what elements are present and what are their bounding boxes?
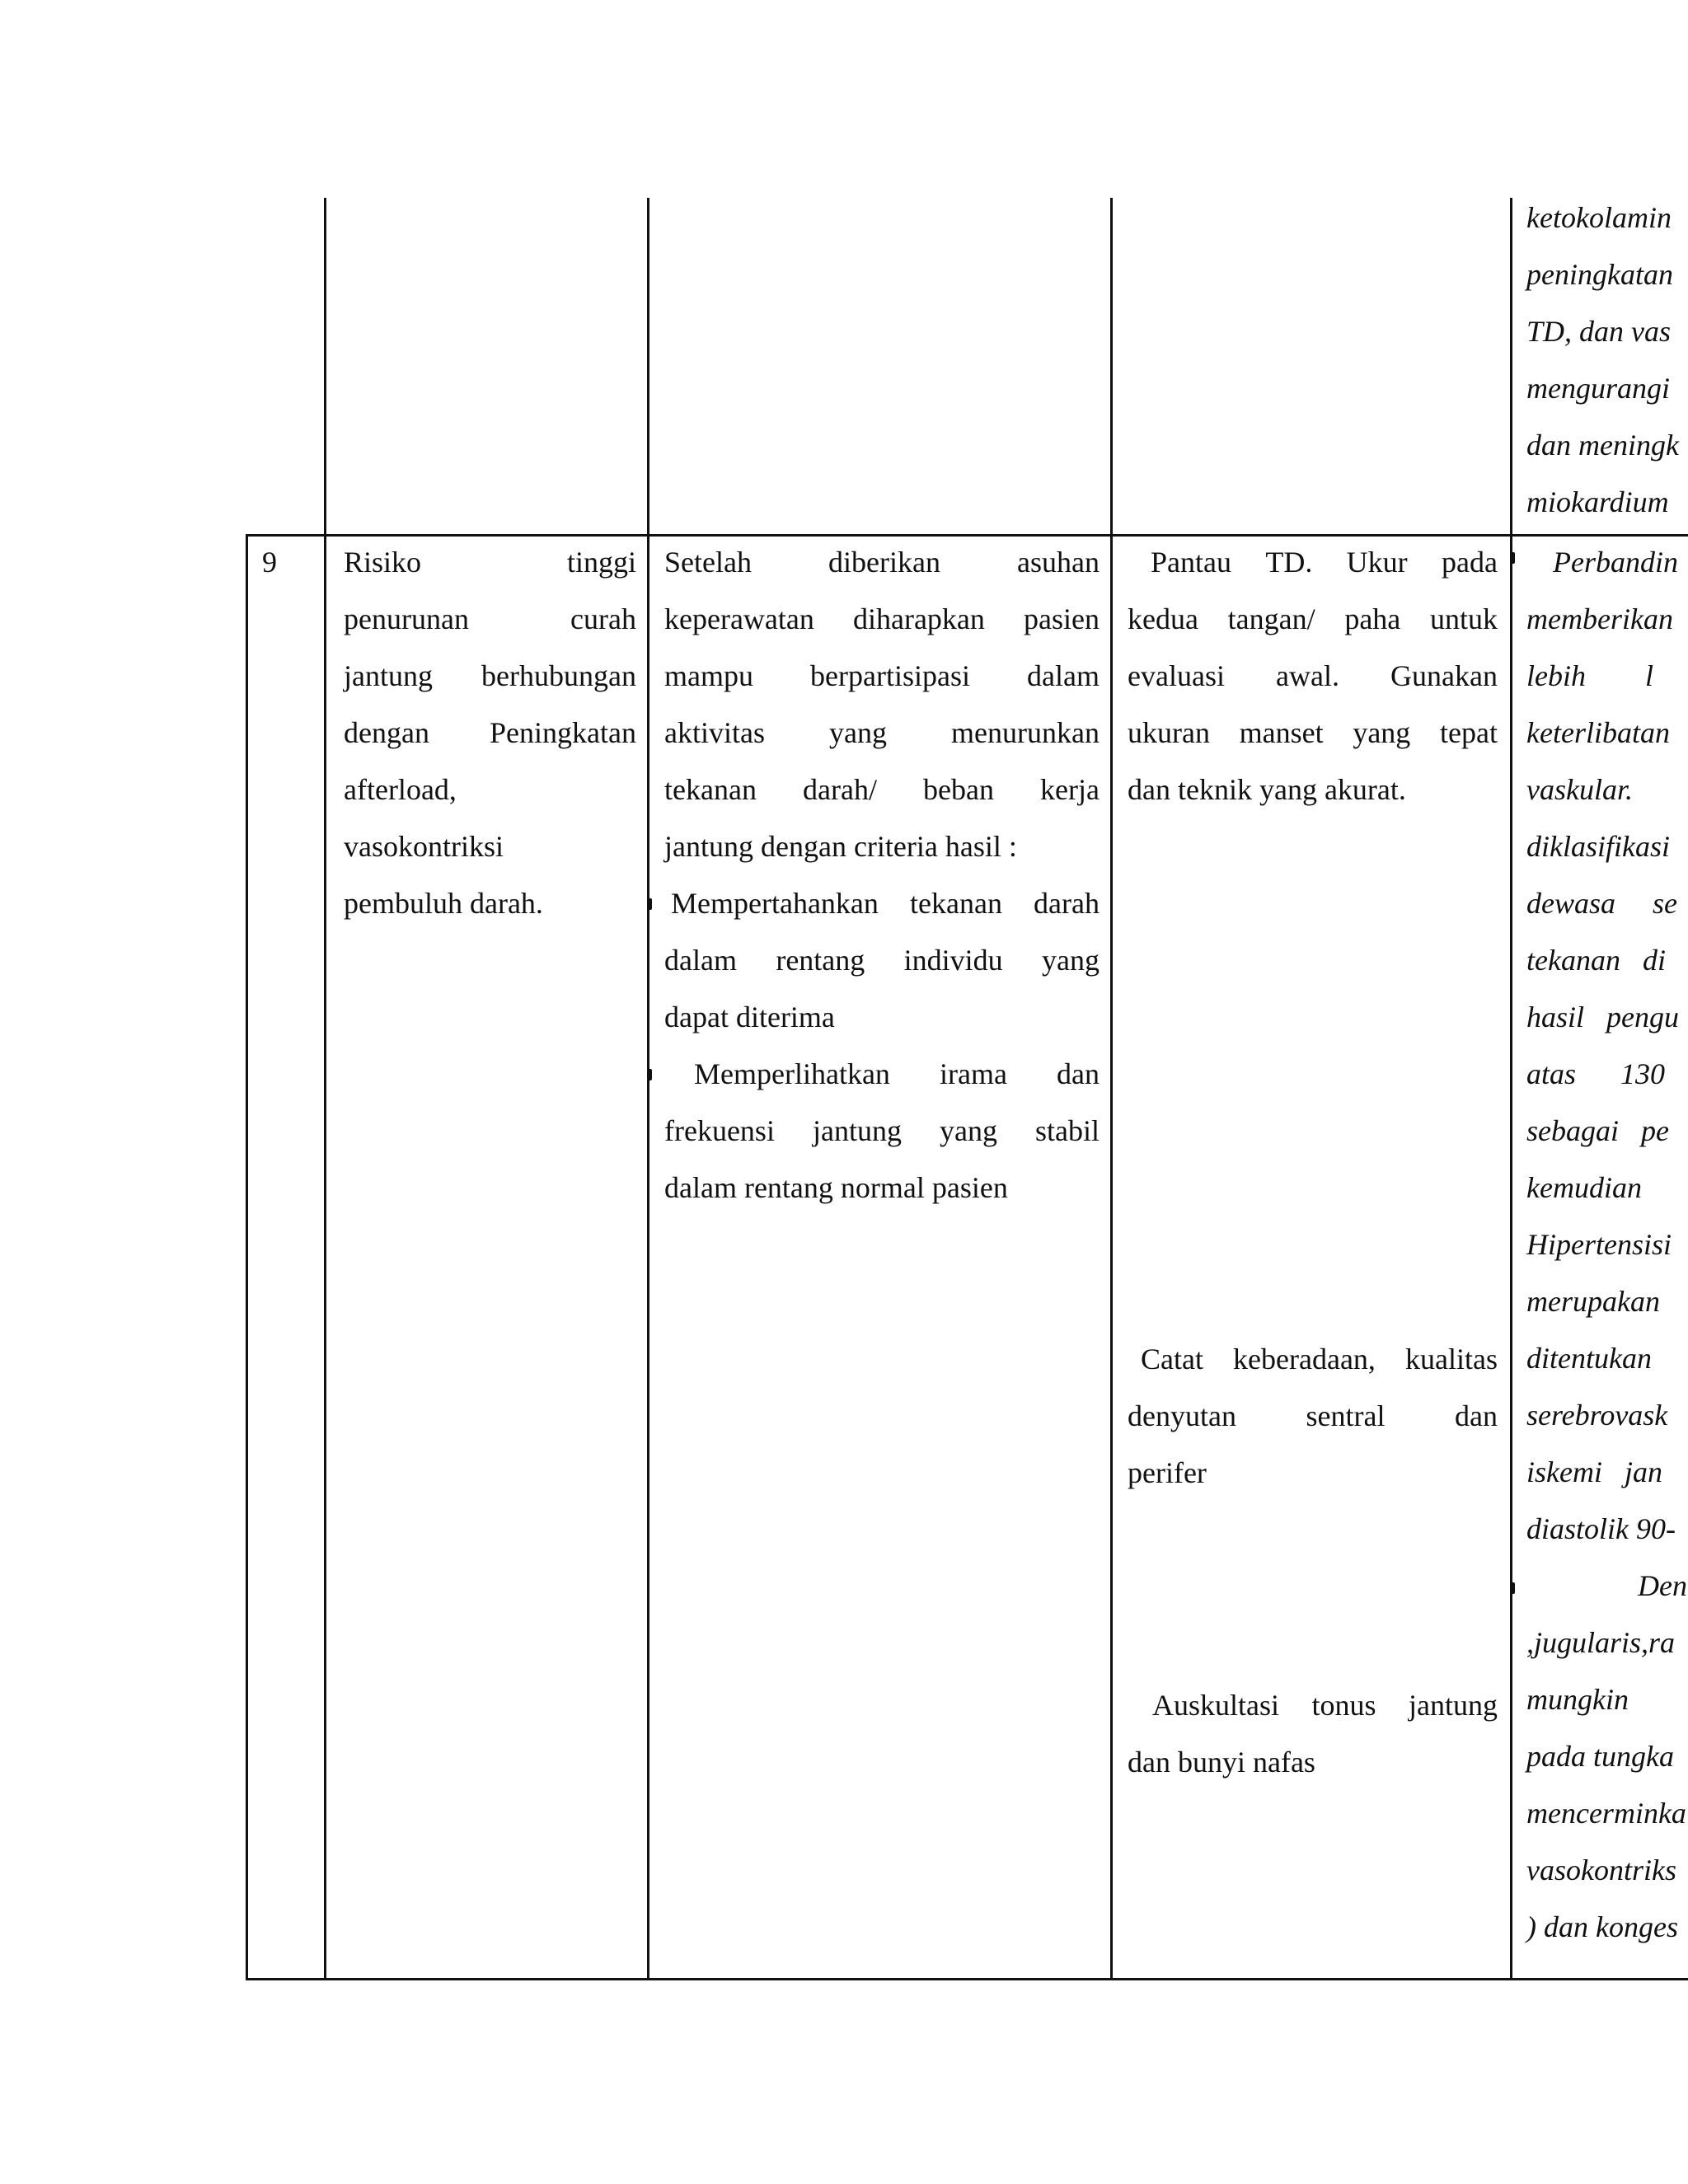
text-line bbox=[664, 762, 1100, 818]
word: keberadaan, bbox=[1233, 1343, 1376, 1376]
word: irama bbox=[939, 1057, 1007, 1090]
word: manset bbox=[1239, 716, 1324, 749]
word: diberikan bbox=[828, 546, 940, 579]
word: Ukur bbox=[1346, 546, 1408, 579]
top-row-rationale bbox=[1526, 190, 1688, 531]
text-line: ditentukan bbox=[1526, 1342, 1652, 1375]
word: Auskultasi bbox=[1152, 1689, 1280, 1722]
text-line bbox=[1128, 1677, 1498, 1734]
text-line bbox=[664, 1160, 1100, 1216]
text-line bbox=[664, 818, 1100, 875]
row-number bbox=[262, 534, 312, 591]
text-line bbox=[1128, 1388, 1498, 1445]
word: Mempertahankan bbox=[671, 887, 879, 920]
intervention-block-2 bbox=[1128, 1331, 1498, 1502]
text-line: Perbandin bbox=[1553, 546, 1678, 579]
text-line bbox=[344, 648, 636, 705]
word: tangan/ bbox=[1227, 602, 1315, 635]
text-line: diklasifikasi bbox=[1526, 830, 1670, 863]
word: Gunakan bbox=[1390, 659, 1498, 692]
text-line bbox=[1128, 591, 1498, 648]
word: berhubungan bbox=[481, 659, 636, 692]
word: keperawatan bbox=[664, 602, 814, 635]
word: evaluasi bbox=[1128, 659, 1225, 692]
text-line: memberikan bbox=[1526, 602, 1673, 635]
col-divider-1 bbox=[324, 198, 326, 1980]
text-line: ,jugularis,ra bbox=[1526, 1626, 1676, 1659]
word: kerja bbox=[1040, 773, 1100, 806]
text-line: vaskular. bbox=[1526, 773, 1633, 806]
bullet-icon bbox=[647, 898, 652, 910]
text-line bbox=[664, 534, 1100, 591]
col-divider-3 bbox=[1110, 198, 1113, 1980]
text-line bbox=[664, 1103, 1100, 1160]
text-line bbox=[664, 989, 1100, 1046]
row-number-text: 9 bbox=[262, 546, 277, 579]
word: Catat bbox=[1141, 1343, 1203, 1376]
intervention-block-3 bbox=[1128, 1677, 1498, 1791]
word: kualitas bbox=[1405, 1343, 1498, 1376]
text-line: pada tungka bbox=[1526, 1740, 1674, 1773]
text-line: merupakan bbox=[1526, 1285, 1660, 1318]
text-line bbox=[344, 762, 636, 818]
word: Setelah bbox=[664, 546, 752, 579]
word: dalam bbox=[664, 944, 737, 977]
text-line: peningkatan bbox=[1526, 258, 1673, 291]
word: stabil bbox=[1034, 1114, 1100, 1147]
word: jantung bbox=[344, 659, 433, 692]
word: tonus bbox=[1311, 1689, 1376, 1722]
word: dapat diterima bbox=[664, 1001, 835, 1033]
text-line bbox=[664, 932, 1100, 989]
word: untuk bbox=[1429, 602, 1498, 635]
col-divider-2 bbox=[647, 198, 649, 1980]
text-line bbox=[664, 591, 1100, 648]
word: tepat bbox=[1440, 716, 1498, 749]
text-line: mengurangi bbox=[1526, 372, 1670, 405]
word: tekanan bbox=[910, 887, 1002, 920]
text-line: serebrovask bbox=[1526, 1399, 1668, 1432]
text-line: mungkin bbox=[1526, 1683, 1629, 1716]
word: dan bunyi nafas bbox=[1128, 1746, 1315, 1779]
bullet-icon bbox=[647, 1069, 652, 1080]
word: TD. bbox=[1265, 546, 1313, 579]
word: dan bbox=[1057, 1057, 1100, 1090]
diagnosis-cell bbox=[344, 534, 636, 932]
text-line bbox=[1128, 1331, 1498, 1388]
text-line: miokardium bbox=[1526, 485, 1669, 518]
text-line: ) dan konges bbox=[1526, 1910, 1678, 1943]
word: Pantau bbox=[1151, 546, 1231, 579]
text-line bbox=[664, 1046, 1100, 1103]
word: tinggi bbox=[566, 546, 636, 579]
word: kedua bbox=[1128, 602, 1198, 635]
col-divider-4 bbox=[1510, 198, 1512, 1980]
word: diharapkan bbox=[852, 602, 985, 635]
word: jantung dengan criteria hasil : bbox=[664, 830, 1017, 863]
text-line: TD, dan vas bbox=[1526, 315, 1672, 348]
text-line bbox=[344, 534, 636, 591]
word: beban bbox=[923, 773, 994, 806]
text-line: keterlibatan bbox=[1526, 716, 1670, 749]
word: paha bbox=[1344, 602, 1401, 635]
word: ukuran bbox=[1128, 716, 1210, 749]
word: pada bbox=[1442, 546, 1498, 579]
text-line: dewasa se bbox=[1526, 887, 1677, 920]
text-line: tekanan di bbox=[1526, 944, 1666, 977]
rationale-cell bbox=[1526, 534, 1688, 1956]
word: vasokontriksi bbox=[344, 830, 504, 863]
word: frekuensi bbox=[664, 1114, 775, 1147]
text-line bbox=[1128, 1445, 1498, 1502]
word: perifer bbox=[1128, 1456, 1207, 1489]
word: yang bbox=[1042, 944, 1100, 977]
word: dalam rentang normal pasien bbox=[664, 1171, 1008, 1204]
word: yang bbox=[939, 1114, 997, 1147]
text-line bbox=[344, 591, 636, 648]
table-border-bottom bbox=[246, 1978, 1688, 1980]
word: darah bbox=[1034, 887, 1100, 920]
word: aktivitas bbox=[664, 716, 765, 749]
word: penurunan bbox=[344, 602, 469, 635]
word: dan bbox=[1455, 1399, 1498, 1432]
word: individu bbox=[903, 944, 1003, 977]
text-line: vasokontriks bbox=[1526, 1854, 1676, 1886]
word: Risiko bbox=[344, 546, 422, 579]
outcome-cell bbox=[664, 534, 1100, 1216]
word: tekanan bbox=[664, 773, 757, 806]
text-line: mencerminka bbox=[1526, 1797, 1686, 1830]
text-line: diastolik 90- bbox=[1526, 1512, 1676, 1545]
word: yang bbox=[1353, 716, 1411, 749]
word: rentang bbox=[776, 944, 865, 977]
word: menurunkan bbox=[951, 716, 1100, 749]
word: awal. bbox=[1276, 659, 1339, 692]
word: Memperlihatkan bbox=[694, 1057, 890, 1090]
text-line: sebagai pe bbox=[1526, 1114, 1669, 1147]
text-line bbox=[1128, 1734, 1498, 1791]
bullet-icon bbox=[1510, 1582, 1515, 1594]
word: Peningkatan bbox=[490, 716, 636, 749]
text-line: atas 130 bbox=[1526, 1057, 1666, 1090]
text-line: ketokolamin bbox=[1526, 201, 1672, 234]
text-line bbox=[1128, 705, 1498, 762]
text-line: Den bbox=[1638, 1569, 1687, 1602]
word: afterload, bbox=[344, 773, 457, 806]
text-line bbox=[1128, 648, 1498, 705]
text-line: dan meningk bbox=[1526, 429, 1679, 462]
word: pembuluh darah. bbox=[344, 887, 543, 920]
word: darah/ bbox=[803, 773, 877, 806]
text-line: Hipertensisi bbox=[1526, 1228, 1672, 1261]
text-line bbox=[1128, 762, 1498, 818]
word: jantung bbox=[1409, 1689, 1498, 1722]
text-line: hasil pengu bbox=[1526, 1001, 1679, 1033]
bullet-icon bbox=[1510, 552, 1515, 564]
word: mampu bbox=[664, 659, 753, 692]
table-border-left bbox=[246, 534, 248, 1980]
intervention-block-1 bbox=[1128, 534, 1498, 818]
text-line bbox=[664, 705, 1100, 762]
word: berpartisipasi bbox=[810, 659, 970, 692]
word: dalam bbox=[1027, 659, 1100, 692]
word: denyutan bbox=[1128, 1399, 1236, 1432]
word: yang bbox=[829, 716, 887, 749]
word: dengan bbox=[344, 716, 429, 749]
text-line bbox=[344, 875, 636, 932]
word: jantung bbox=[812, 1114, 902, 1147]
text-line bbox=[344, 818, 636, 875]
word: pasien bbox=[1024, 602, 1100, 635]
word: sentral bbox=[1306, 1399, 1386, 1432]
text-line: iskemi jan bbox=[1526, 1455, 1662, 1488]
word: curah bbox=[570, 602, 636, 635]
text-line bbox=[344, 705, 636, 762]
text-line bbox=[664, 648, 1100, 705]
word: asuhan bbox=[1017, 546, 1100, 579]
word: dan teknik yang akurat. bbox=[1128, 773, 1406, 806]
text-line bbox=[664, 875, 1100, 932]
text-line bbox=[1128, 534, 1498, 591]
text-line: lebih l bbox=[1526, 659, 1653, 692]
text-line: kemudian bbox=[1526, 1171, 1642, 1204]
